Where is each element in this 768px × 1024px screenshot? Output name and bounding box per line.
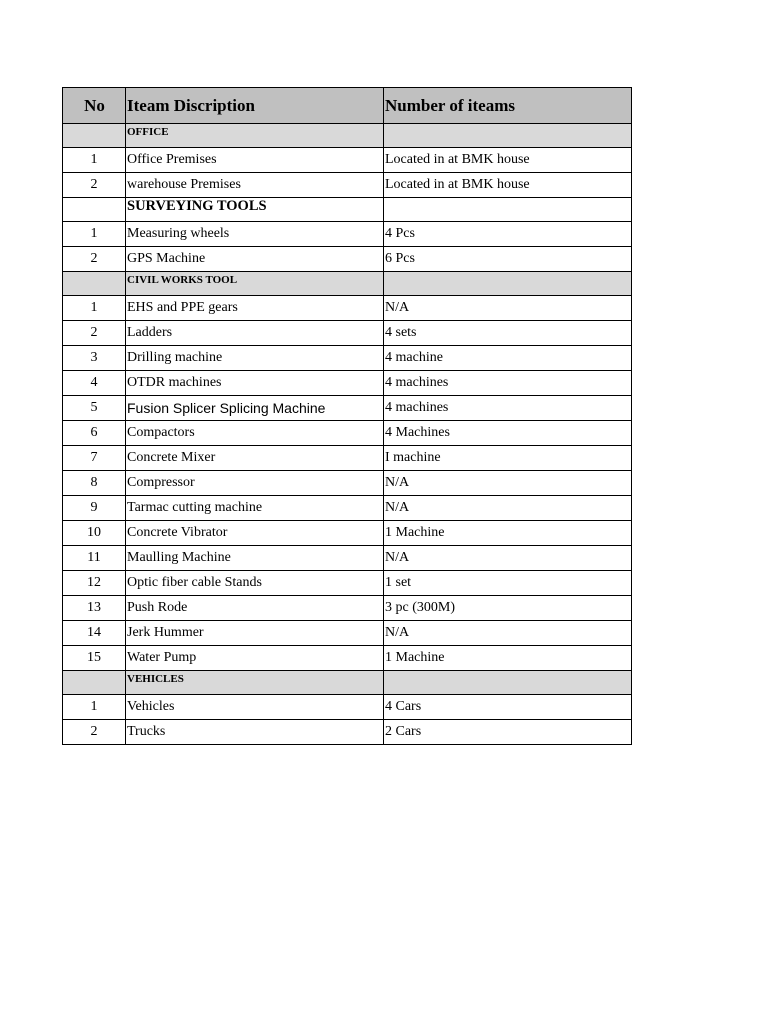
inventory-table: [62, 87, 632, 745]
item-count: 4 machines: [384, 396, 632, 421]
item-count: Located in at BMK house: [384, 173, 632, 198]
section-count-cell: [384, 198, 632, 222]
item-description: Measuring wheels: [126, 222, 384, 247]
table-row: [63, 720, 632, 745]
table-row: [63, 396, 632, 421]
row-number: 11: [63, 546, 126, 571]
item-count: I machine: [384, 446, 632, 471]
table-row: [63, 621, 632, 646]
row-number: 1: [63, 695, 126, 720]
item-description: warehouse Premises: [126, 173, 384, 198]
section-title: VEHICLES: [126, 671, 384, 695]
item-description: Vehicles: [126, 695, 384, 720]
item-description: Office Premises: [126, 148, 384, 173]
table-row: [63, 173, 632, 198]
section-count-cell: [384, 272, 632, 296]
row-number: 7: [63, 446, 126, 471]
item-count: 4 machine: [384, 346, 632, 371]
header-description: Iteam Discription: [126, 88, 384, 124]
section-row: [63, 671, 632, 695]
item-description: Maulling Machine: [126, 546, 384, 571]
section-title: CIVIL WORKS TOOL: [126, 272, 384, 296]
row-number: 14: [63, 621, 126, 646]
section-row: [63, 272, 632, 296]
section-count-cell: [384, 671, 632, 695]
header-count: Number of iteams: [384, 88, 632, 124]
row-number: 4: [63, 371, 126, 396]
table-row: [63, 371, 632, 396]
table-row: [63, 546, 632, 571]
table-row: [63, 148, 632, 173]
item-description: Fusion Splicer Splicing Machine: [126, 396, 384, 421]
section-title: SURVEYING TOOLS: [126, 198, 384, 222]
item-count: N/A: [384, 496, 632, 521]
table-row: [63, 247, 632, 272]
table-body: [63, 124, 632, 745]
table-row: [63, 296, 632, 321]
item-description: Water Pump: [126, 646, 384, 671]
item-description: Trucks: [126, 720, 384, 745]
item-description: Concrete Vibrator: [126, 521, 384, 546]
row-number: 10: [63, 521, 126, 546]
table-row: [63, 471, 632, 496]
row-number: 6: [63, 421, 126, 446]
table-row: [63, 646, 632, 671]
header-no: No: [63, 88, 126, 124]
item-description: Ladders: [126, 321, 384, 346]
table-row: [63, 321, 632, 346]
item-description: OTDR machines: [126, 371, 384, 396]
section-row: [63, 124, 632, 148]
item-count: 3 pc (300M): [384, 596, 632, 621]
row-number: 12: [63, 571, 126, 596]
item-description: Compactors: [126, 421, 384, 446]
item-count: N/A: [384, 546, 632, 571]
item-count: Located in at BMK house: [384, 148, 632, 173]
table-header-row: [63, 88, 632, 124]
table-row: [63, 695, 632, 720]
item-count: N/A: [384, 471, 632, 496]
row-number: 2: [63, 173, 126, 198]
section-count-cell: [384, 124, 632, 148]
item-description: Optic fiber cable Stands: [126, 571, 384, 596]
item-count: 1 Machine: [384, 521, 632, 546]
table-row: [63, 421, 632, 446]
item-count: 4 Cars: [384, 695, 632, 720]
row-number: 13: [63, 596, 126, 621]
item-description: EHS and PPE gears: [126, 296, 384, 321]
item-count: N/A: [384, 296, 632, 321]
item-description: Tarmac cutting machine: [126, 496, 384, 521]
item-count: N/A: [384, 621, 632, 646]
item-count: 1 set: [384, 571, 632, 596]
item-description: Drilling machine: [126, 346, 384, 371]
row-number: 3: [63, 346, 126, 371]
section-no-cell: [63, 272, 126, 296]
item-count: 6 Pcs: [384, 247, 632, 272]
section-no-cell: [63, 671, 126, 695]
item-count: 2 Cars: [384, 720, 632, 745]
item-description: GPS Machine: [126, 247, 384, 272]
row-number: 15: [63, 646, 126, 671]
row-number: 8: [63, 471, 126, 496]
item-count: 1 Machine: [384, 646, 632, 671]
item-description: Compressor: [126, 471, 384, 496]
item-count: 4 sets: [384, 321, 632, 346]
section-row: [63, 198, 632, 222]
table-row: [63, 496, 632, 521]
section-title: OFFICE: [126, 124, 384, 148]
row-number: 1: [63, 296, 126, 321]
item-description: Concrete Mixer: [126, 446, 384, 471]
item-description: Push Rode: [126, 596, 384, 621]
item-count: 4 Pcs: [384, 222, 632, 247]
row-number: 1: [63, 148, 126, 173]
section-no-cell: [63, 198, 126, 222]
table-row: [63, 346, 632, 371]
table-row: [63, 521, 632, 546]
row-number: 2: [63, 247, 126, 272]
section-no-cell: [63, 124, 126, 148]
row-number: 1: [63, 222, 126, 247]
table-row: [63, 222, 632, 247]
row-number: 5: [63, 396, 126, 421]
row-number: 2: [63, 720, 126, 745]
table-row: [63, 571, 632, 596]
item-count: 4 machines: [384, 371, 632, 396]
table-row: [63, 596, 632, 621]
table-row: [63, 446, 632, 471]
row-number: 2: [63, 321, 126, 346]
row-number: 9: [63, 496, 126, 521]
item-count: 4 Machines: [384, 421, 632, 446]
item-description: Jerk Hummer: [126, 621, 384, 646]
